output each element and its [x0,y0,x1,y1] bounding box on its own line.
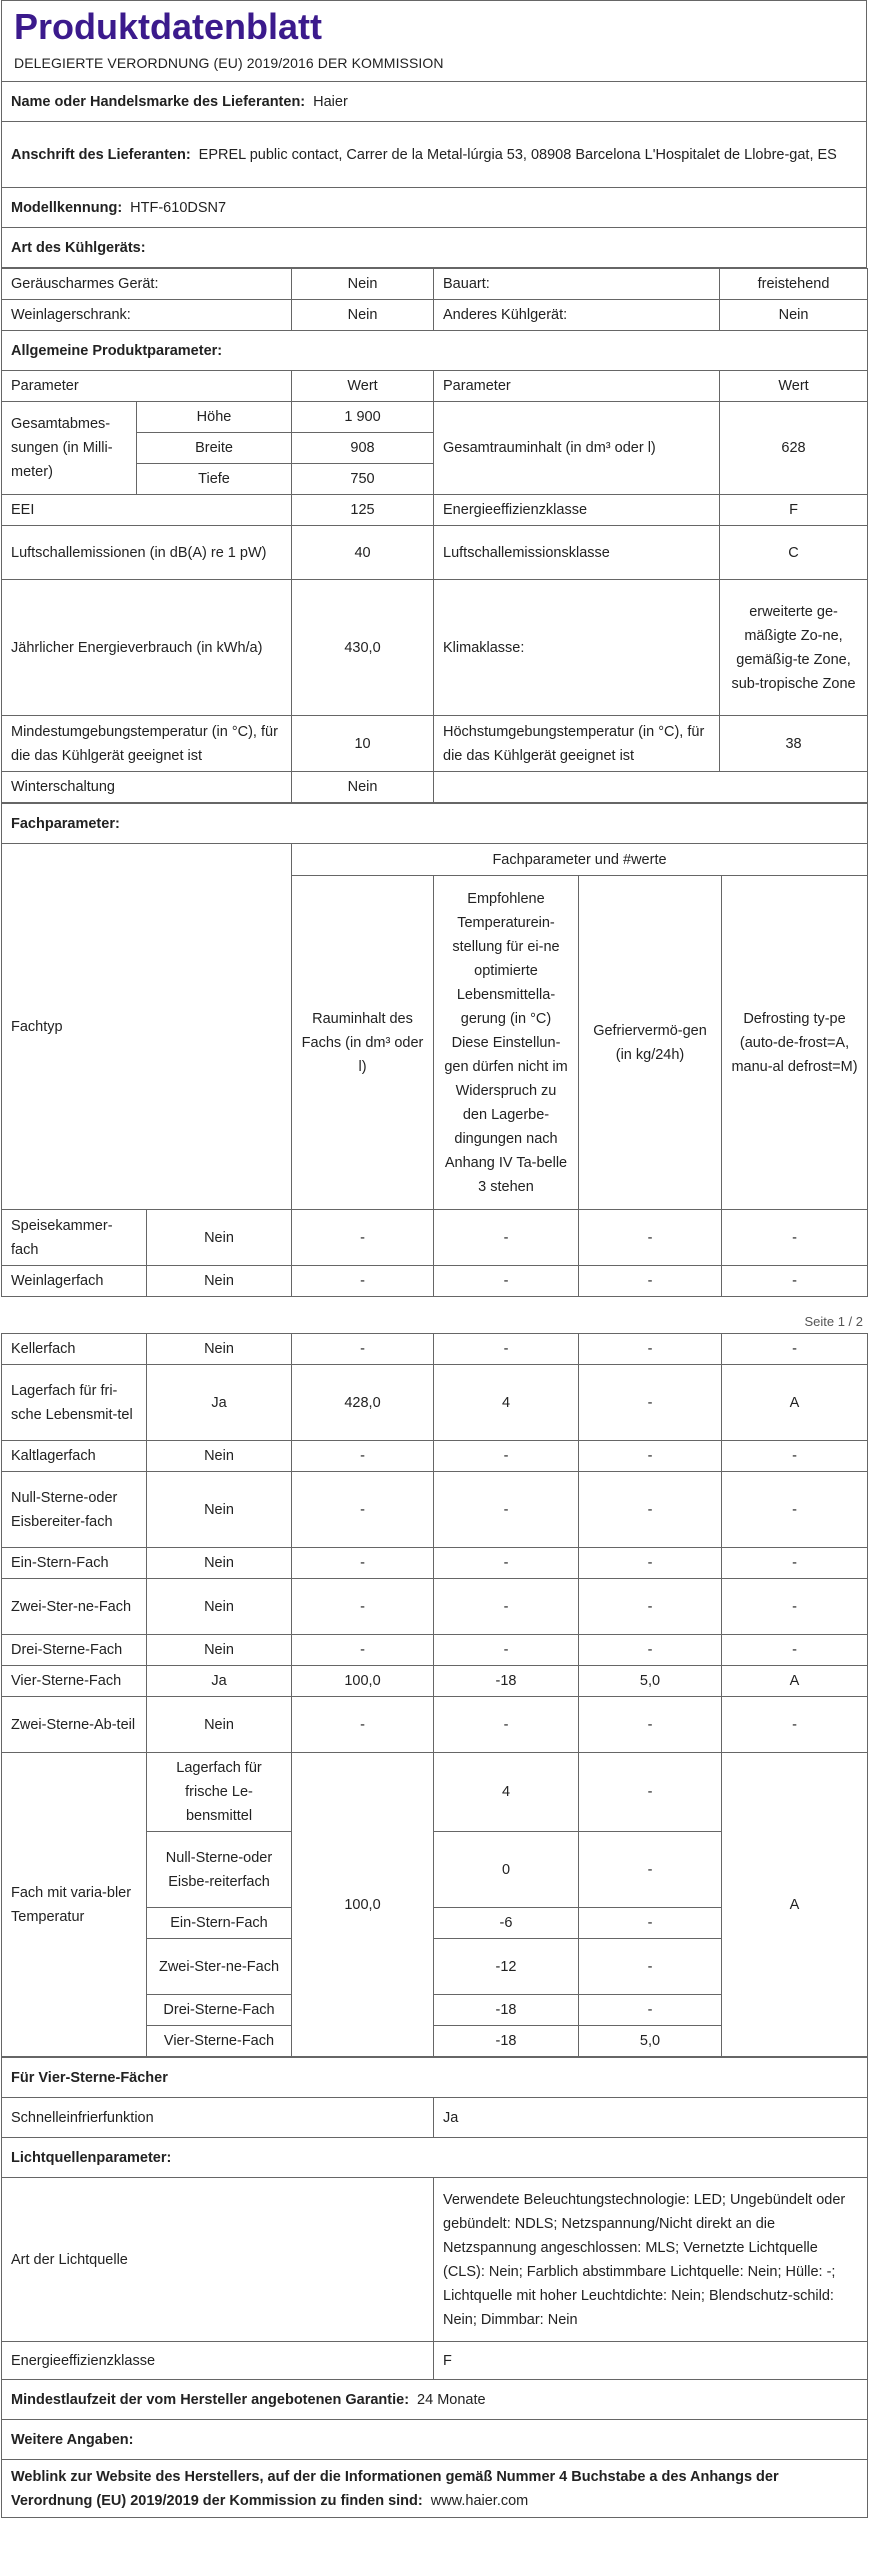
noise-class-label: Luftschallemissionsklasse [434,526,720,580]
page-subtitle: DELEGIERTE VERORDNUNG (EU) 2019/2016 DER KOMMISSION [14,55,444,71]
table-row [2,1441,868,1472]
compartment-defrost-header: Defrosting ty-pe (auto-de-frost=A, manu-al defrost=M) [722,876,868,1210]
noise-value: 40 [292,526,434,580]
compartment-volume: - [292,1472,434,1548]
compartment-temp: - [434,1548,579,1579]
value-header-2: Wert [720,371,868,402]
compartment-temp: - [434,1441,579,1472]
general-table [1,268,868,803]
compartment-freeze: - [579,1697,722,1753]
variable-subrow-temp: -12 [434,1939,579,1995]
other-appliance-value: Nein [720,300,868,331]
param-header: Parameter [2,371,292,402]
climate-class-value: erweiterte ge-mäßigte Zo-ne, gemäßig-te Zone, sub-tropische Zone [720,580,868,716]
compartment-defrost: - [722,1472,868,1548]
value-header: Wert [292,371,434,402]
dimensions-label: Gesamtabmes-sungen (in Milli-meter) [2,402,137,495]
table-row [2,1635,868,1666]
width-value: 908 [292,433,434,464]
supplier-address-row [2,122,867,188]
compartment-temp: - [434,1697,579,1753]
total-volume-value: 628 [720,402,868,495]
compartment-name: Vier-Sterne-Fach [2,1666,147,1697]
variable-subrow-name: Ein-Stern-Fach [147,1908,292,1939]
noise-class-value: C [720,526,868,580]
eei-value: 125 [292,495,434,526]
light-energy-class-label: Energieeffizienzklasse [2,2342,434,2380]
guarantee-label: Mindestlaufzeit der vom Hersteller angebotenen Garantie: [11,2391,410,2408]
variable-subrow-name: Lagerfach für frische Le-bensmittel [147,1753,292,1832]
table-row [2,1548,868,1579]
variable-subrow-temp: -18 [434,1995,579,2026]
page-title: Produktdatenblatt [14,6,323,47]
max-ambient-temp-label: Höchstumgebungstemperatur (in °C), für die das Kühlgerät geeignet ist [434,716,720,772]
annual-energy-value: 430,0 [292,580,434,716]
min-ambient-temp-label: Mindestumgebungstemperatur (in °C), für die das Kühlgerät geeignet ist [2,716,292,772]
light-source-heading: Lichtquellenparameter: [2,2138,868,2178]
param-header-2: Parameter [434,371,720,402]
variable-subrow-freeze: - [579,1939,722,1995]
variable-subrow-freeze: - [579,1995,722,2026]
compartment-freeze: - [579,1210,722,1266]
compartment-defrost: A [722,1365,868,1441]
climate-class-label: Klimaklasse: [434,580,720,716]
model-row [2,188,867,228]
appliance-type-heading: Art des Kühlgeräts: [2,228,867,268]
wine-cabinet-value: Nein [292,300,434,331]
model-label: Modellkennung: [11,199,123,216]
other-appliance-label: Anderes Kühlgerät: [434,300,720,331]
light-source-type-value: Verwendete Beleuchtungstechnologie: LED; Ungebündelt oder gebündelt: NDLS; Netzspannung/Nicht direkt an die Netzspannung angeschlossen: MLS; Vernetzte Lichtquelle (CLS): Nein; Farblich abstimmbare Lichtquelle: Nein; Hülle: -; Lichtquelle mit hoher Leuchtdichte: Nein; Blendschutz-schild: Nein; Dimmbar: Nein [434,2178,868,2342]
compartment-defrost: - [722,1697,868,1753]
variable-compartment-name: Fach mit varia-bler Temperatur [2,1753,147,2057]
annual-energy-label: Jährlicher Energieverbrauch (in kWh/a) [2,580,292,716]
compartment-defrost: - [722,1441,868,1472]
supplier-address-value: EPREL public contact, Carrer de la Metal-lúrgia 53, 08908 Barcelona L'Hospitalet de Llobre-gat, ES [198,146,837,163]
compartment-present: Nein [147,1579,292,1635]
guarantee-value: 24 Monate [417,2391,486,2408]
compartment-group-header: Fachparameter und #werte [292,844,868,876]
compartment-freeze: - [579,1441,722,1472]
compartment-volume: - [292,1266,434,1297]
compartment-freeze: - [579,1548,722,1579]
variable-subrow-freeze: - [579,1753,722,1832]
noise-label: Luftschallemissionen (in dB(A) re 1 pW) [2,526,292,580]
compartment-volume: - [292,1334,434,1365]
compartment-volume: - [292,1210,434,1266]
further-info-heading: Weitere Angaben: [2,2420,868,2460]
compartment-volume: - [292,1697,434,1753]
variable-subrow-name: Vier-Sterne-Fach [147,2026,292,2057]
compartment-volume: - [292,1548,434,1579]
max-ambient-temp-value: 38 [720,716,868,772]
table-row [2,1266,868,1297]
table-row [2,1210,868,1266]
design-label: Bauart: [434,269,720,300]
light-energy-class-value: F [434,2342,868,2380]
energy-class-value: F [720,495,868,526]
table-row [2,1697,868,1753]
compartment-freeze: 5,0 [579,1666,722,1697]
weblink-label: Weblink zur Website des Herstellers, auf der die Informationen gemäß Nummer 4 Buchstabe a des Anhangs der Verordnung (EU) 2019/2019 der Kommission zu finden sind: [11,2468,779,2509]
compartment-defrost: - [722,1334,868,1365]
compartment-freeze: - [579,1579,722,1635]
compartment-params-heading: Fachparameter: [2,804,868,844]
table-row [2,1334,868,1365]
compartment-temp: - [434,1334,579,1365]
low-noise-label: Geräuscharmes Gerät: [2,269,292,300]
supplier-name-row [2,82,867,122]
table-row [2,1365,868,1441]
compartment-present: Nein [147,1635,292,1666]
variable-compartment [2,1753,868,2057]
low-noise-value: Nein [292,269,434,300]
table-row [2,1472,868,1548]
weblink-row [2,2460,868,2518]
page-number: Seite 1 / 2 [804,1314,863,1329]
empty-cell [434,772,868,803]
supplier-address-label: Anschrift des Lieferanten: [11,146,191,163]
compartment-freeze-header: Gefriervermö-gen (in kg/24h) [579,876,722,1210]
variable-compartment-volume: 100,0 [292,1753,434,2057]
compartment-freeze: - [579,1472,722,1548]
variable-subrow-freeze: - [579,1832,722,1908]
compartment-present: Nein [147,1266,292,1297]
compartment-defrost: - [722,1579,868,1635]
supplier-name-label: Name oder Handelsmarke des Lieferanten: [11,93,306,110]
variable-compartment-defrost: A [722,1753,868,2057]
height-value: 1 900 [292,402,434,433]
height-label: Höhe [137,402,292,433]
compartment-volume: 100,0 [292,1666,434,1697]
compartment-present: Nein [147,1441,292,1472]
winter-setting-value: Nein [292,772,434,803]
compartment-present: Nein [147,1334,292,1365]
compartment-name: Lagerfach für fri-sche Lebensmit-tel [2,1365,147,1441]
compartment-rows [2,1334,868,1753]
compartment-table-page2 [1,1333,868,2057]
compartment-freeze: - [579,1365,722,1441]
design-value: freistehend [720,269,868,300]
compartment-present: Nein [147,1472,292,1548]
general-params-heading: Allgemeine Produktparameter: [2,331,868,371]
compartment-temp-header: Empfohlene Temperaturein-stellung für ei-ne optimierte Lebensmittella-gerung (in °C) Diese Einstellun-gen dürfen nicht im Widerspruch zu den Lagerbe-dingungen nach Anhang IV Ta-belle 3 stehen [434,876,579,1210]
fast-freeze-label: Schnelleinfrierfunktion [2,2098,434,2138]
compartment-defrost: - [722,1548,868,1579]
compartment-name: Zwei-Sterne-Ab-teil [2,1697,147,1753]
min-ambient-temp-value: 10 [292,716,434,772]
variable-subrow-name: Zwei-Ster-ne-Fach [147,1939,292,1995]
compartment-temp: - [434,1579,579,1635]
variable-subrow-temp: -18 [434,2026,579,2057]
eei-label: EEI [2,495,292,526]
compartment-name: Zwei-Ster-ne-Fach [2,1579,147,1635]
compartment-defrost: A [722,1666,868,1697]
compartment-freeze: - [579,1635,722,1666]
compartment-name: Kaltlagerfach [2,1441,147,1472]
energy-class-label: Energieeffizienzklasse [434,495,720,526]
compartment-name: Kellerfach [2,1334,147,1365]
supplier-name-value: Haier [313,93,348,110]
variable-subrow-name: Drei-Sterne-Fach [147,1995,292,2026]
compartment-present: Nein [147,1697,292,1753]
compartment-volume: - [292,1579,434,1635]
fast-freeze-value: Ja [434,2098,868,2138]
compartment-name: Drei-Sterne-Fach [2,1635,147,1666]
compartment-type-header: Fachtyp [2,844,292,1210]
compartment-defrost: - [722,1266,868,1297]
variable-subrow-freeze: 5,0 [579,2026,722,2057]
header [1,0,867,81]
guarantee-row [2,2380,868,2420]
depth-label: Tiefe [137,464,292,495]
compartment-volume: - [292,1441,434,1472]
compartment-temp: - [434,1266,579,1297]
winter-setting-label: Winterschaltung [2,772,292,803]
supplier-table [1,81,867,268]
variable-subrow-temp: 0 [434,1832,579,1908]
compartment-temp: - [434,1472,579,1548]
compartment-temp: 4 [434,1365,579,1441]
compartment-temp: - [434,1210,579,1266]
compartment-present: Ja [147,1365,292,1441]
compartment-present: Nein [147,1548,292,1579]
compartment-name: Speisekammer-fach [2,1210,147,1266]
model-value: HTF-610DSN7 [130,199,227,216]
variable-subrow-freeze: - [579,1908,722,1939]
compartment-name: Weinlagerfach [2,1266,147,1297]
variable-subrow-temp: -6 [434,1908,579,1939]
compartment-defrost: - [722,1635,868,1666]
compartment-table-page1 [1,803,868,1297]
compartment-defrost: - [722,1210,868,1266]
light-source-type-label: Art der Lichtquelle [2,2178,434,2342]
compartment-temp: -18 [434,1666,579,1697]
total-volume-label: Gesamtrauminhalt (in dm³ oder l) [434,402,720,495]
compartment-temp: - [434,1635,579,1666]
table-row [2,1579,868,1635]
variable-subrow-temp: 4 [434,1753,579,1832]
weblink-value[interactable]: www.haier.com [430,2492,529,2509]
compartment-volume: - [292,1635,434,1666]
variable-subrow-name: Null-Sterne-oder Eisbe-reiterfach [147,1832,292,1908]
four-star-heading: Für Vier-Sterne-Fächer [2,2058,868,2098]
depth-value: 750 [292,464,434,495]
compartment-volume-header: Rauminhalt des Fachs (in dm³ oder l) [292,876,434,1210]
table-row [2,1666,868,1697]
compartment-freeze: - [579,1334,722,1365]
wine-cabinet-label: Weinlagerschrank: [2,300,292,331]
compartment-name: Ein-Stern-Fach [2,1548,147,1579]
compartment-present: Ja [147,1666,292,1697]
compartment-name: Null-Sterne-oder Eisbereiter-fach [2,1472,147,1548]
compartment-freeze: - [579,1266,722,1297]
width-label: Breite [137,433,292,464]
compartment-present: Nein [147,1210,292,1266]
light-source-table [1,2057,868,2518]
compartment-volume: 428,0 [292,1365,434,1441]
